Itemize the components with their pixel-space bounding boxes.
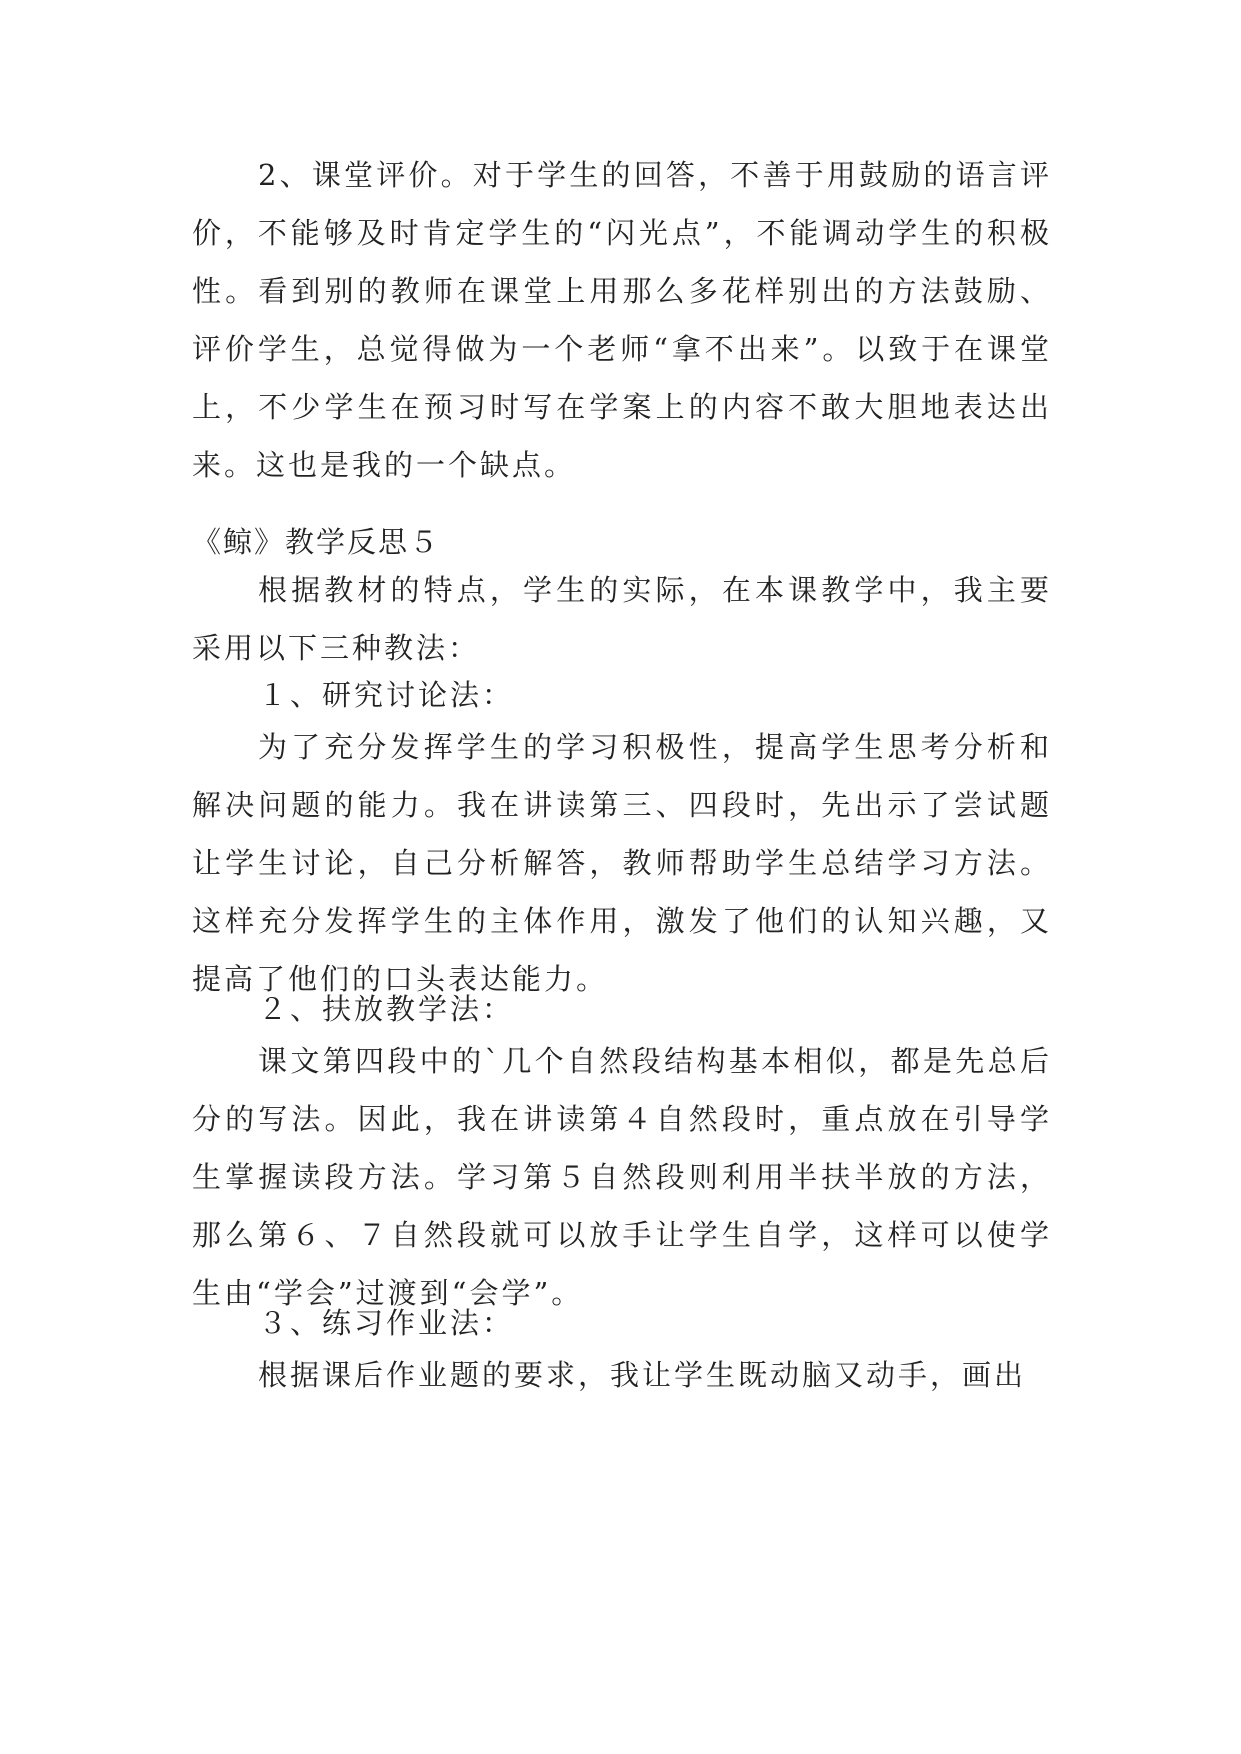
method-2-title: ２、扶放教学法： bbox=[258, 992, 515, 1026]
paragraph-teaching-methods-intro: 根据教材的特点，学生的实际，在本课教学中，我主要采用以下三种教法： bbox=[192, 573, 1052, 665]
paragraph-classroom-evaluation: 2、课堂评价。对于学生的回答，不善于用鼓励的语言评价，不能够及时肯定学生的“闪光点”，不能调动学生的积极性。看到别的教师在课堂上用那么多花样别出的方法鼓励、评价学生，总觉得做为一个老师“拿不出来”。以致于在课堂上，不少学生在预习时写在学案上的内容不敢大胆地表达出来。这也是我的一个缺点。 bbox=[192, 158, 1052, 482]
section-title: 《鲸》教学反思５ bbox=[192, 525, 441, 559]
method-3-title: ３、练习作业法： bbox=[258, 1306, 515, 1340]
paragraph-method-3: 根据课后作业题的要求，我让学生既动脑又动手，画出 bbox=[258, 1358, 1027, 1392]
method-1-title: １、研究讨论法： bbox=[258, 678, 515, 712]
paragraph-method-2: 课文第四段中的`几个自然段结构基本相似，都是先总后分的写法。因此，我在讲读第４自然段时，重点放在引导学生掌握读段方法。学习第５自然段则利用半扶半放的方法，那么第６、７自然段就可以放手让学生自学，这样可以使学生由“学会”过渡到“会学”。 bbox=[192, 1044, 1052, 1310]
paragraph-method-1: 为了充分发挥学生的学习积极性，提高学生思考分析和解决问题的能力。我在讲读第三、四段时，先出示了尝试题让学生讨论，自己分析解答，教师帮助学生总结学习方法。这样充分发挥学生的主体作用，激发了他们的认知兴趣，又提高了他们的口头表达能力。 bbox=[192, 730, 1052, 996]
